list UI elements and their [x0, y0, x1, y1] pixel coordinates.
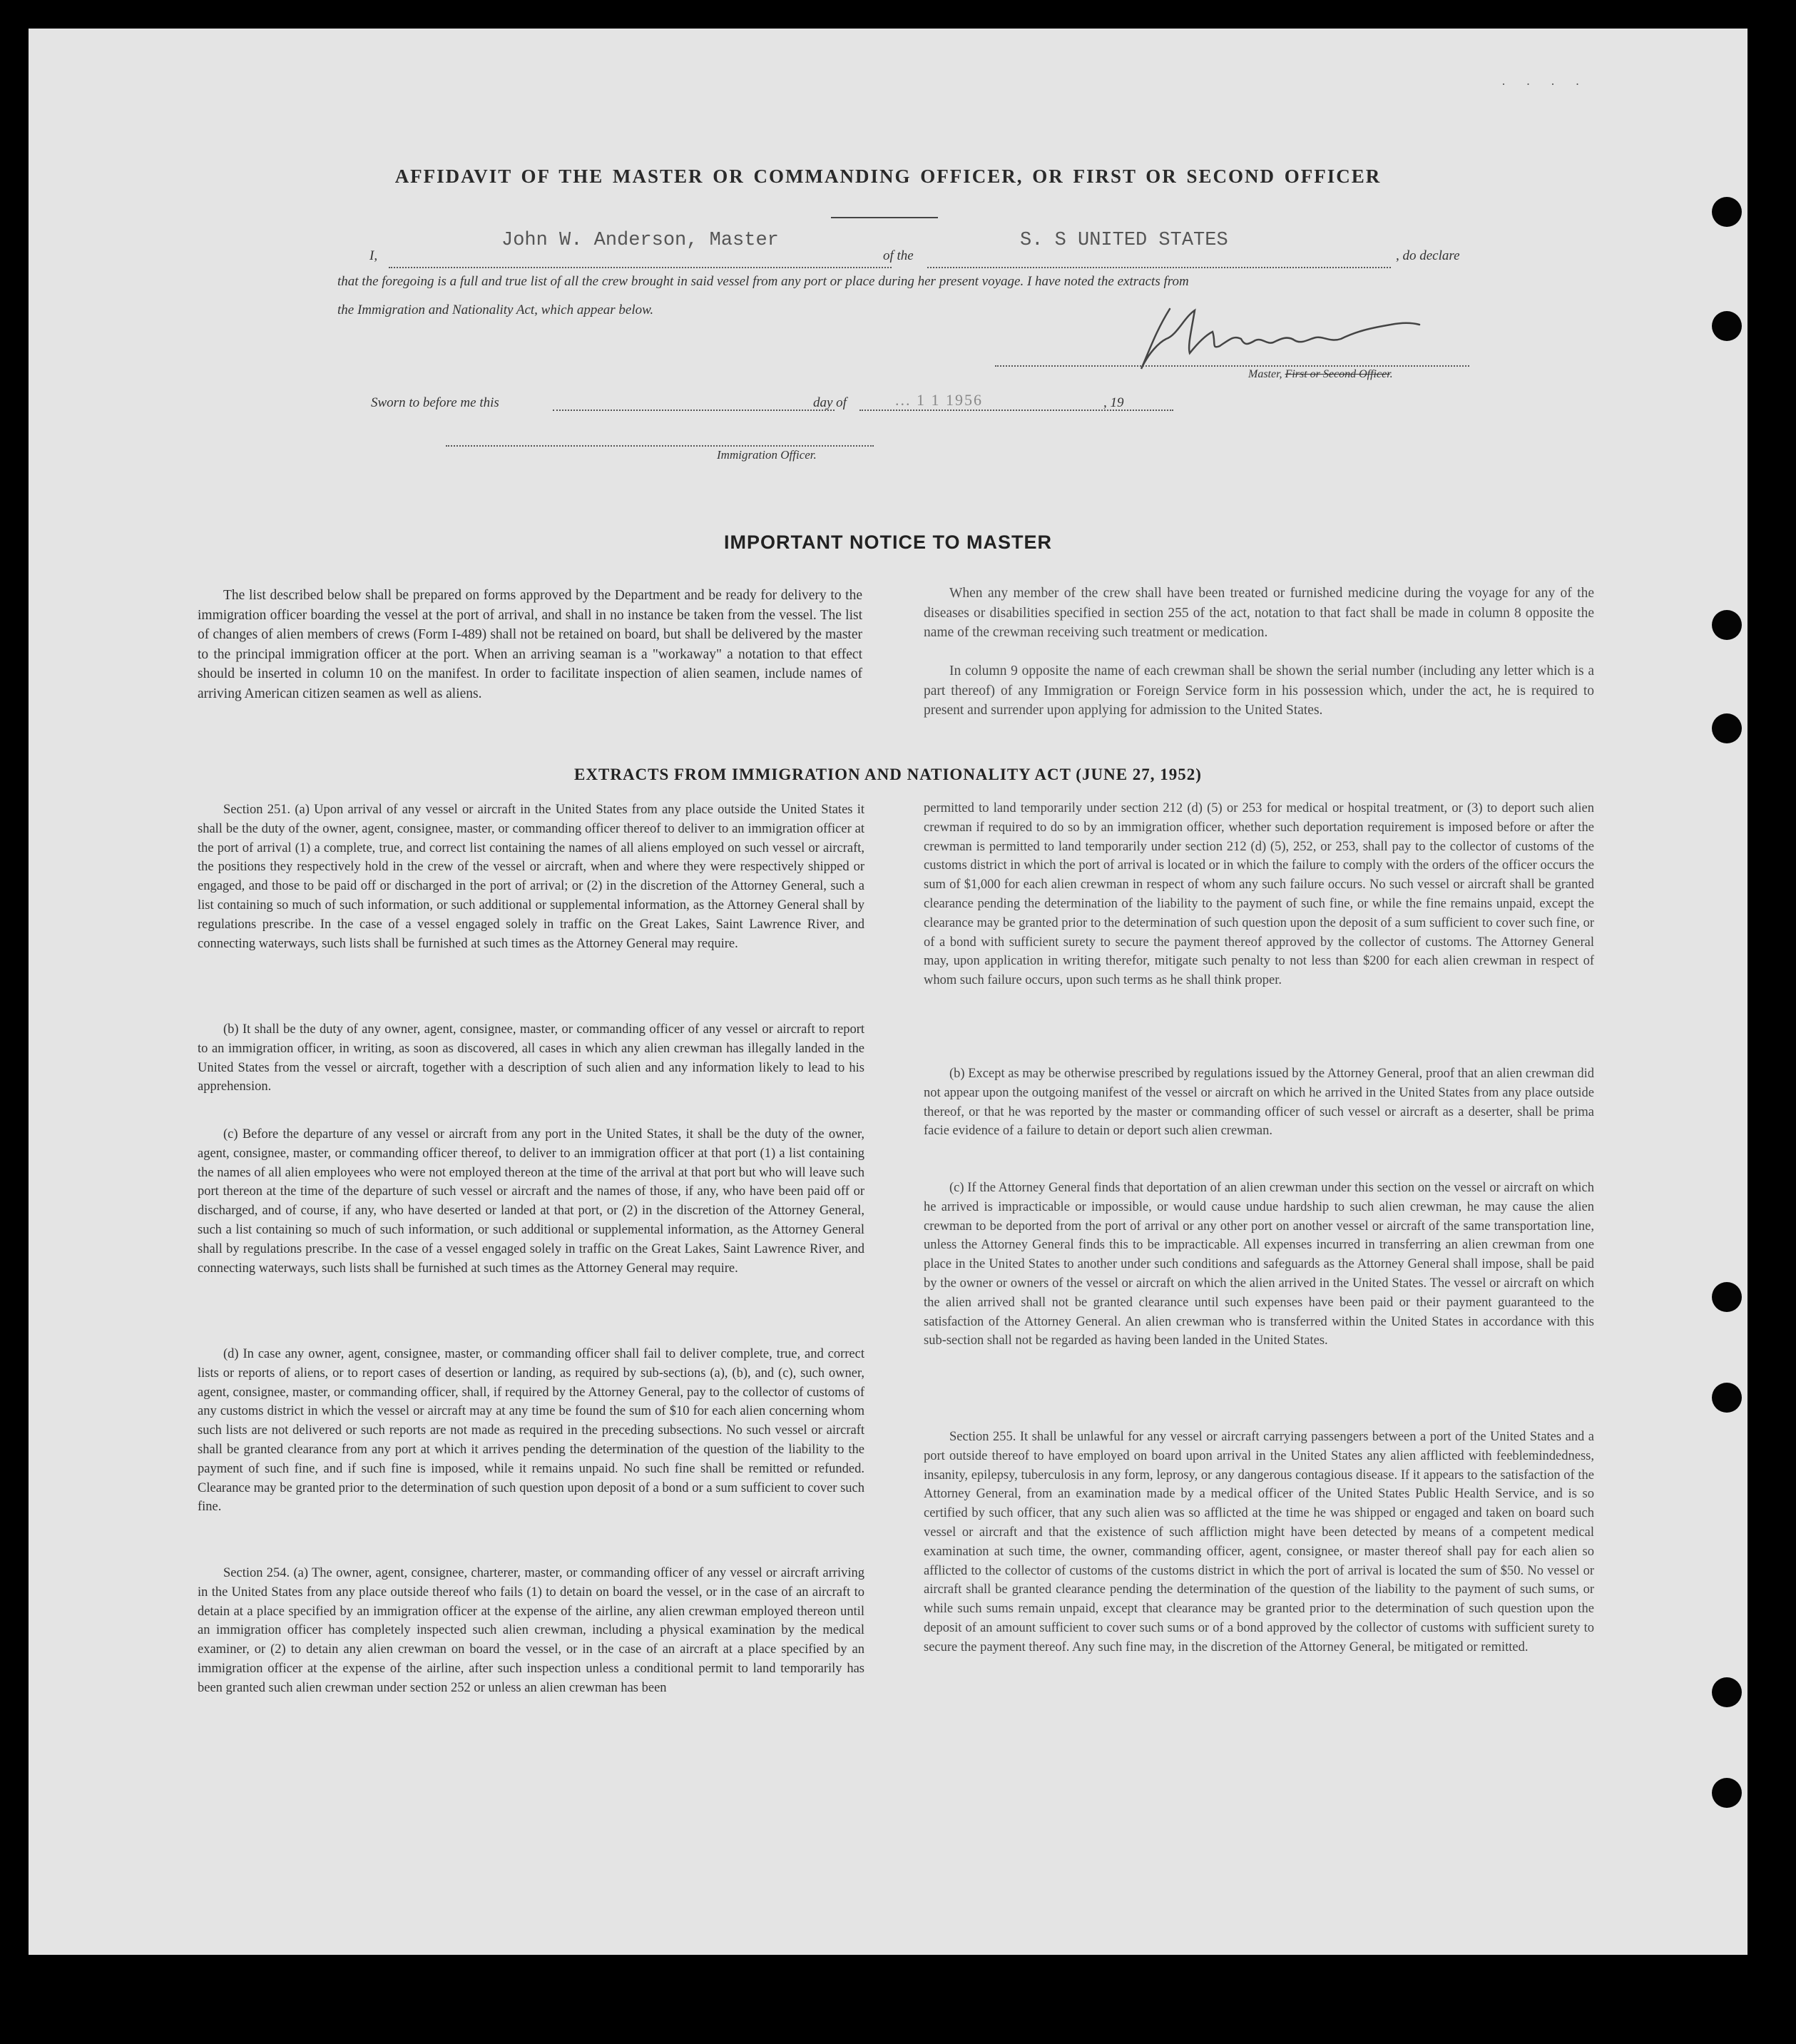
punch-hole	[1712, 197, 1742, 227]
label-do-declare: , do declare	[1396, 248, 1460, 263]
declaration-text-line1: that the foregoing is a full and true list of all the crew brought in said vessel from any port or place during her present voyage. I have noted the extracts from	[337, 274, 1189, 289]
vessel-name-field: S. S UNITED STATES	[1020, 230, 1228, 251]
notice-right-paragraph-1: When any member of the crew shall have been treated or furnished medicine during the voyage for any of the diseases or disabilities specified in section 255 of the act, notation to that fact shall be made in column 8 opposite the name of the crewman receiving such treatment or medication.	[924, 586, 1594, 640]
master-name-field: John W. Anderson, Master	[501, 230, 779, 251]
sworn-label: Sworn to before me this	[371, 395, 499, 410]
label-i: I,	[369, 248, 378, 263]
sworn-dotted-line	[553, 410, 835, 411]
extracts-title: EXTRACTS FROM IMMIGRATION AND NATIONALITY ACT (JUNE 27, 1952)	[574, 766, 1202, 783]
notice-left-paragraph: The list described below shall be prepared on forms approved by the Department and be ready for delivery to the immigration officer boarding the vessel at the port of arrival, and shall in no instance be taken from the vessel. The list of changes of alien members of crews (Form I-489) shall not be retained on board, but shall be delivered by the master to the principal immigration officer at the port. When an arriving seaman is a "workaway" a notation to that effect should be inserted in column 10 on the manifest. In order to facilitate inspection of alien seamen, include names of arriving American citizen seamen as well as aliens.	[198, 588, 862, 701]
label-of-the: of the	[883, 248, 914, 263]
punch-hole	[1712, 1677, 1742, 1707]
punch-hole	[1712, 1282, 1742, 1312]
affidavit-title: AFFIDAVIT OF THE MASTER OR COMMANDING OFFICER, OR FIRST OR SECOND OFFICER	[394, 166, 1382, 187]
notice-right-paragraph-2: In column 9 opposite the name of each crewman shall be shown the serial number (including any letter which is a part thereof) of any Immigration or Foreign Service form in his possession which, under the act, he is required to present and surrender upon applying for admission to the United States.	[924, 663, 1594, 718]
punch-hole	[1712, 713, 1742, 743]
officer-dotted-line	[446, 445, 874, 447]
section-251a: Section 251. (a) Upon arrival of any vessel or aircraft in the United States from any place outside the United States it shall be the duty of the owner, agent, consignee, master, or commanding officer thereof to deliver to an immigration officer at the port of arrival (1) a complete, true, and correct list containing the names of all aliens employed on such vessel or aircraft, the positions they respectively hold in the crew of the vessel or aircraft, when and where they were respectively shipped or engaged, and those to be paid off or discharged in the port of arrival; or (2) in the discretion of the Attorney General, such a list containing so much of such information, or such additional or supplemental information, as the Attorney General shall by regulations prescribe. In the case of a vessel engaged solely in traffic on the Great Lakes, Saint Lawrence River, and connecting waterways, such lists shall be furnished at such times as the Attorney General may require.	[198, 803, 864, 951]
signature-role-label	[1248, 368, 1393, 381]
section-251d: (d) In case any owner, agent, consignee, master, or commanding officer shall fail to deliver complete, true, and correct lists or reports of aliens, or to report cases of desertion or landing, as required by sub-sections (a), (b), and (c), such owner, agent, consignee, master, or commanding officer, shall, if required by the Attorney General, pay to the collector of customs of any customs district in which the vessel or aircraft may at any time be found the sum of $10 for each alien concerning whom such lists are not delivered or such reports are not made as required in the preceding subsections. No such vessel or aircraft shall be granted clearance from any port at which it arrives pending the determination of the question of the liability to the payment of such fine, and if such fine is imposed, while it remains unpaid. No such fine shall be remitted or refunded. Clearance may be granted prior to the determination of such question upon deposit of a bond or a sum sufficient to cover such fine.	[198, 1347, 864, 1515]
year-label: , 19	[1103, 395, 1124, 410]
day-of-label: day of	[813, 395, 847, 410]
section-254a-continued: permitted to land temporarily under section 212 (d) (5) or 253 for medical or hospital treatment, or (3) to deport such alien crewman if required to do so by an immigration officer, whether such deportation requirement is imposed before or after the crewman is permitted to land temporarily under section 212 (d) (5), 252, or 253, shall pay to the collector of customs of the customs district in which the port of arrival is located or in which the failure to comply with the orders of the officer occurs the sum of $1,000 for each alien crewman in respect of whom any such failure occurs. No such vessel or aircraft shall be granted clearance pending the determination of the liability to the payment of such fine, or while the fine remains unpaid, except the clearance may be granted prior to the determination of such question upon the deposit of a sum sufficient to cover such fine, or of a bond with sufficient surety to secure the payment thereof approved by the collector of customs. The Attorney General may, upon application in writing therefor, mitigate such penalty to not less than $200 for each alien crewman in respect of whom such failure occurs, upon such terms as he shall think proper.	[924, 801, 1594, 988]
name-dotted-line	[389, 267, 892, 268]
vessel-dotted-line	[927, 267, 1391, 268]
role-master: Master,	[1248, 368, 1285, 380]
margin-ticks: · · · ·	[1501, 77, 1588, 91]
punch-hole	[1712, 1778, 1742, 1808]
sworn-date-stamp: ... 1 1 1956	[895, 391, 983, 409]
section-251b: (b) It shall be the duty of any owner, agent, consignee, master, or commanding officer of any vessel or aircraft to report to an immigration officer, in writing, as soon as discovered, all cases in which any alien crewman has illegally landed in the United States from the vessel or aircraft, together with a description of such alien and any information likely to lead to his apprehension.	[198, 1022, 864, 1094]
notice-title: IMPORTANT NOTICE TO MASTER	[724, 532, 1052, 553]
document-page	[29, 29, 1747, 1955]
declaration-text-line2: the Immigration and Nationality Act, which appear below.	[337, 302, 654, 317]
section-254a: Section 254. (a) The owner, agent, consignee, charterer, master, or commanding officer of any vessel or aircraft arriving in the United States from any place outside thereof who fails (1) to detain on board the vessel, or in the case of an aircraft to detain at a place specified by an immigration officer at the expense of the airline, any alien crewman employed thereon until an immigration officer has completely inspected such alien crewman, including a physical examination by the medical examiner, or (2) to detain any alien crewman on board the vessel, or in the case of an aircraft at a place specified by an immigration officer at the expense of the airline, after such inspection unless a conditional permit to land temporarily has been granted such alien crewman under section 252 or unless an alien crewman has been	[198, 1566, 864, 1695]
punch-hole	[1712, 1383, 1742, 1413]
signature-dotted-line	[995, 365, 1469, 367]
section-254b: (b) Except as may be otherwise prescribed by regulations issued by the Attorney General, proof that an alien crewman did not appear upon the outgoing manifest of the vessel or aircraft on which he arrived in the United States from any place outside thereof, or that he was reported by the master or commanding officer of such vessel or aircraft as a deserter, shall be prima facie evidence of a failure to detain or deport such alien crewman.	[924, 1067, 1594, 1139]
section-254c: (c) If the Attorney General finds that deportation of an alien crewman under this section on the vessel or aircraft on which he arrived is impracticable or impossible, or would cause undue hardship to such alien crewman, he may cause the alien crewman to be deported from the port of arrival or any other port on another vessel or aircraft of the same transportation line, unless the Attorney General finds this to be impracticable. All expenses incurred in transferring an alien crewman from one place in the United States to another under such conditions and safeguards as the Attorney General shall impose, shall be paid by the owner or owners of the vessel or aircraft on which the alien arrived in the United States. The vessel or aircraft on which the alien arrived shall not be granted clearance until such expenses have been paid or their payment guaranteed to the satisfaction of the Attorney General. An alien crewman who is transferred within the United States in accordance with this sub-section shall not be regarded as having been landed in the United States.	[924, 1181, 1594, 1348]
date-dotted-line	[859, 410, 1173, 411]
immigration-officer-label: Immigration Officer.	[717, 448, 817, 462]
punch-hole	[1712, 610, 1742, 640]
title-rule	[831, 217, 938, 218]
role-suffix: .	[1389, 368, 1393, 380]
punch-hole	[1712, 311, 1742, 341]
section-251c: (c) Before the departure of any vessel or aircraft from any port in the United States, it shall be the duty of the owner, agent, consignee, master, or commanding officer thereof, to deliver to an immigration officer at that port (1) a list containing the names of all alien employees who were not employed thereon at the time of the arrival at that port but who will leave such port thereon at the time of the departure of such vessel or aircraft and the names of those, if any, who have been paid off or discharged, and of course, if any, who have deserted or landed at that port, or (2) in the discretion of the Attorney General, such a list containing so much of such information, or such additional or supplemental information, as the Attorney General shall by regulations prescribe. In the case of a vessel engaged solely in traffic on the Great Lakes, Saint Lawrence River, and connecting waterways, such lists shall be furnished at such times as the Attorney General may require.	[198, 1127, 864, 1276]
master-signature	[1127, 303, 1441, 375]
section-255: Section 255. It shall be unlawful for any vessel or aircraft carrying passengers between a port of the United States and a port outside thereof to have employed on board upon arrival in the United States any alien afflicted with feeblemindedness, insanity, epilepsy, tuberculosis in any form, leprosy, or any dangerous contagious disease. If it appears to the satisfaction of the Attorney General, from an examination made by a medical officer of the United States Public Health Service, and is so certified by such officer, that any such alien was so afflicted at the time he was shipped or engaged and taken on board such vessel or aircraft and that the existence of such affliction might have been detected by means of a competent medical examination at such time, the owner, commanding officer, agent, consignee, or master thereof shall pay for each alien so afflicted to the collector of customs of the customs district in which the port of arrival is located the sum of $50. No vessel or aircraft shall be granted clearance pending the determination of the question of the liability to the payment of such sums, or while such sums remain unpaid, except that clearance may be granted prior to the determination of such question upon the deposit of an amount sufficient to cover such sums or of a bond approved by the collector of customs with sufficient surety to secure the payment thereof. Any such fine may, in the discretion of the Attorney General, be mitigated or remitted.	[924, 1430, 1594, 1654]
role-struck-officer: First or Second Officer	[1285, 368, 1390, 380]
